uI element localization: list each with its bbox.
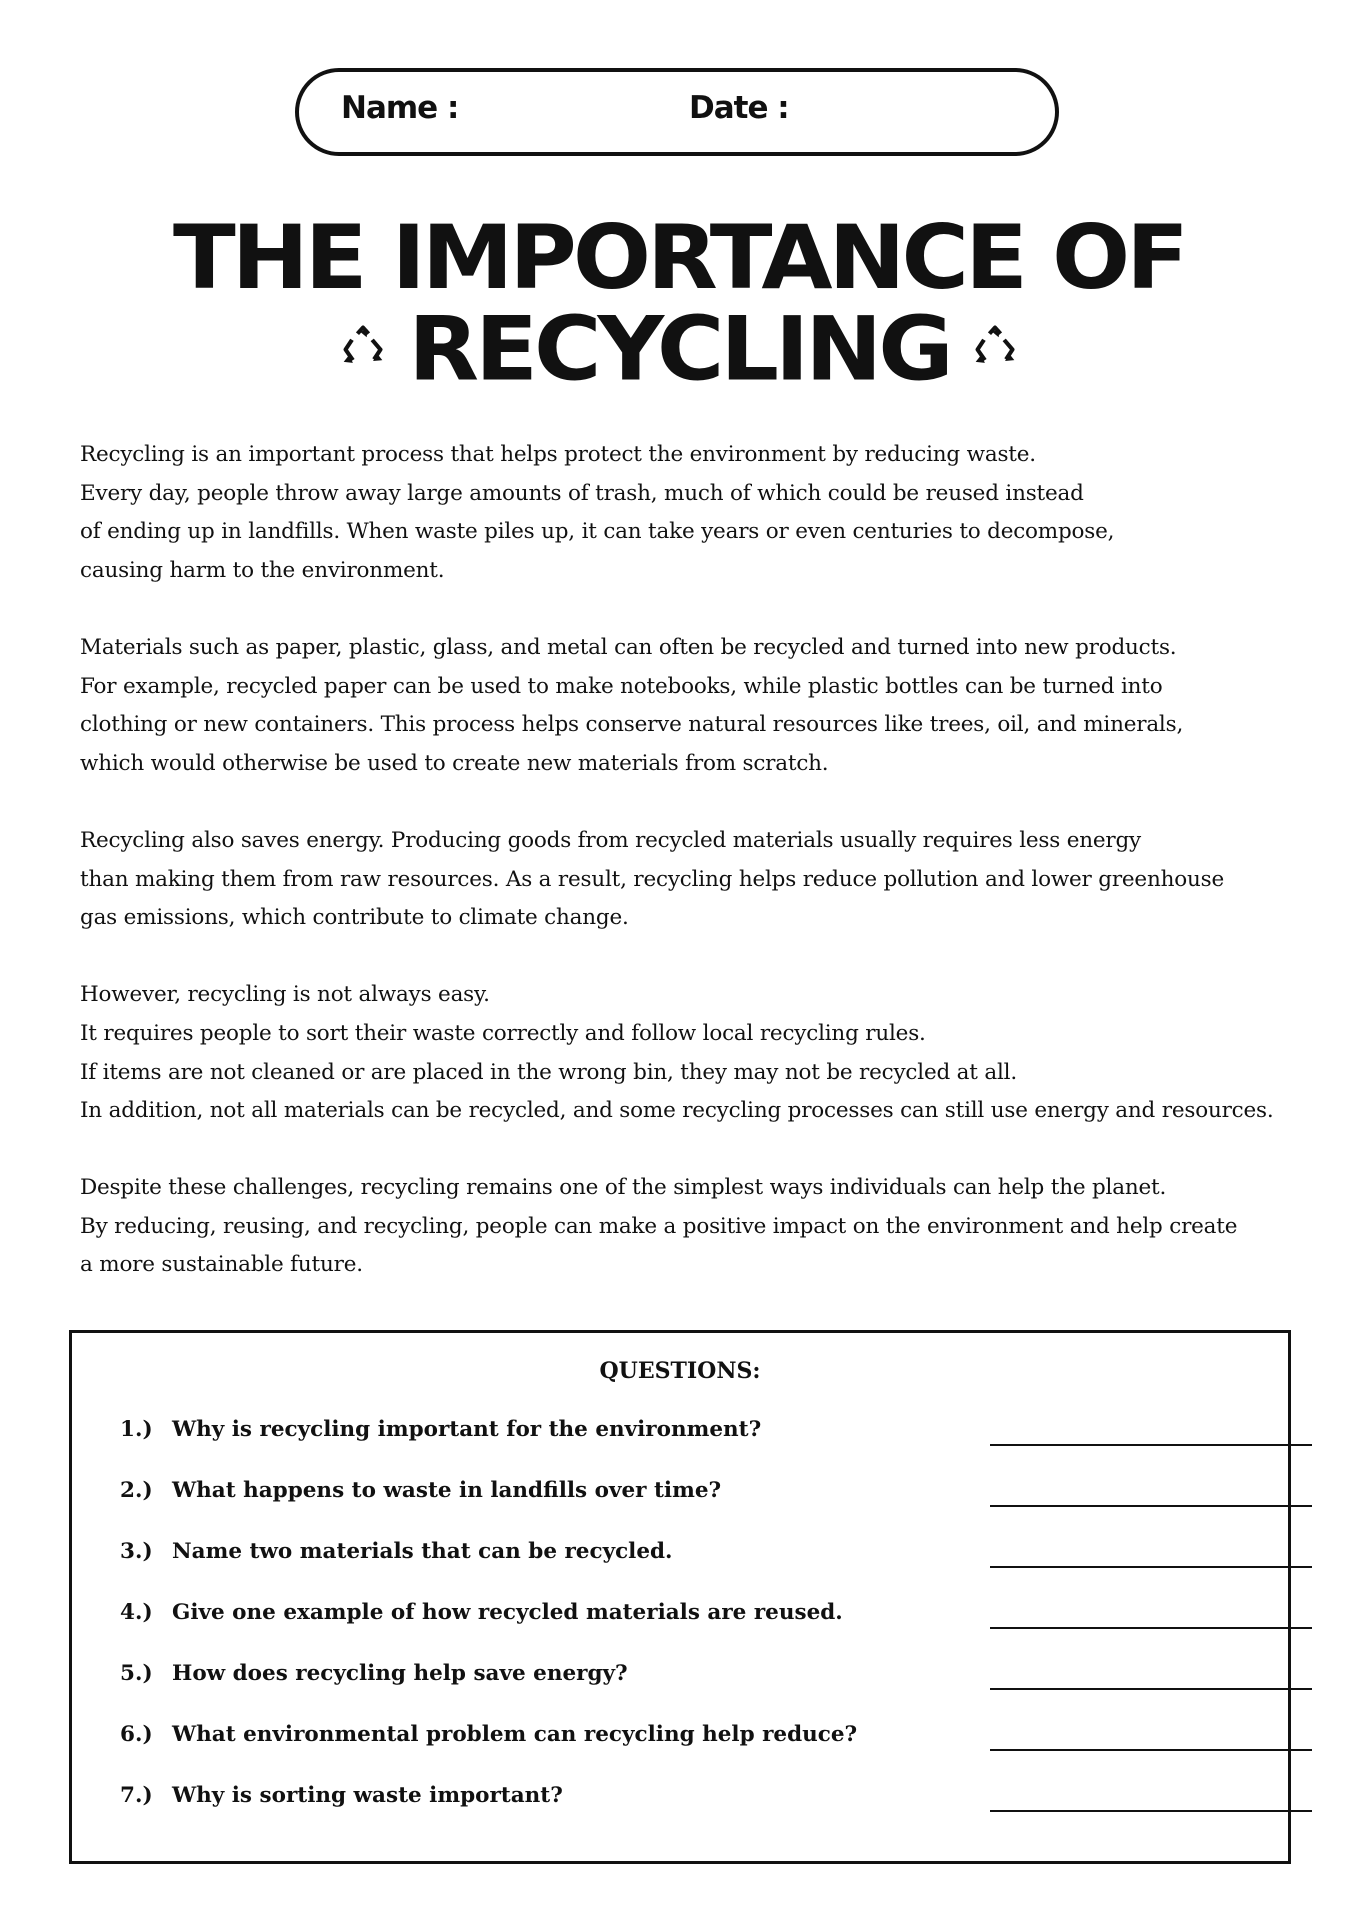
- text-line: For example, recycled paper can be used to make notebooks, while plastic bottles can be turned into: [80, 673, 1163, 699]
- answer-line[interactable]: [990, 1810, 1312, 1812]
- question-number: 3.): [120, 1539, 153, 1564]
- answer-line[interactable]: [990, 1688, 1312, 1690]
- text-line: causing harm to the environment.: [80, 557, 445, 583]
- answer-line[interactable]: [990, 1749, 1312, 1751]
- recycle-icon: [340, 324, 386, 368]
- questions-list: [120, 1417, 1270, 1844]
- text-line: It requires people to sort their waste correctly and follow local recycling rules.: [80, 1020, 926, 1046]
- name-label: Name :: [341, 90, 459, 126]
- paragraph: [80, 976, 1340, 1130]
- question-number: 5.): [120, 1661, 153, 1686]
- recycle-icon: [972, 324, 1018, 368]
- question-number: 4.): [120, 1600, 153, 1625]
- answer-line[interactable]: [990, 1505, 1312, 1507]
- answer-line[interactable]: [990, 1566, 1312, 1568]
- question-item: [120, 1600, 1270, 1661]
- question-item: [120, 1722, 1270, 1783]
- question-item: [120, 1661, 1270, 1722]
- question-item: [120, 1478, 1270, 1539]
- question-number: 1.): [120, 1417, 153, 1442]
- title-line-2: [0, 297, 1358, 401]
- name-date-box: [295, 68, 1059, 156]
- text-line: If items are not cleaned or are placed in the wrong bin, they may not be recycled at all.: [80, 1059, 1017, 1085]
- question-text: Why is sorting waste important?: [172, 1783, 563, 1808]
- text-line: a more sustainable future.: [80, 1252, 363, 1278]
- paragraph: [80, 436, 1340, 590]
- title-word-recycling: RECYCLING: [408, 297, 950, 401]
- question-text: What environmental problem can recycling help reduce?: [172, 1722, 858, 1747]
- text-line: However, recycling is not always easy.: [80, 982, 490, 1008]
- paragraph: [80, 629, 1340, 783]
- question-text: Give one example of how recycled materials are reused.: [172, 1600, 843, 1625]
- title-line-1: THE IMPORTANCE OF: [172, 206, 1185, 309]
- text-line: Recycling is an important process that helps protect the environment by reducing waste.: [80, 442, 1036, 467]
- date-label: Date :: [689, 90, 789, 126]
- questions-box: [69, 1330, 1291, 1864]
- text-line: than making them from raw resources. As a result, recycling helps reduce pollution and lower greenhouse: [80, 866, 1225, 892]
- question-text: What happens to waste in landfills over time?: [172, 1478, 722, 1503]
- text-line: clothing or new containers. This process helps conserve natural resources like trees, oil, and minerals,: [80, 712, 1184, 738]
- questions-heading: QUESTIONS:: [599, 1358, 761, 1384]
- text-line: Materials such as paper, plastic, glass, and metal can often be recycled and turned into new products.: [80, 634, 1177, 660]
- paragraph: [80, 822, 1340, 938]
- question-number: 7.): [120, 1783, 153, 1808]
- text-line: which would otherwise be used to create new materials from scratch.: [80, 750, 829, 776]
- question-text: Name two materials that can be recycled.: [172, 1539, 673, 1564]
- question-item: [120, 1417, 1270, 1478]
- paragraph: [80, 1169, 1340, 1285]
- text-line: In addition, not all materials can be recycled, and some recycling processes can still use energy and resources.: [80, 1098, 1274, 1124]
- text-line: By reducing, reusing, and recycling, people can make a positive impact on the environment and help create: [80, 1213, 1238, 1239]
- answer-line[interactable]: [990, 1444, 1312, 1446]
- text-line: Every day, people throw away large amounts of trash, much of which could be reused instead: [80, 480, 1084, 506]
- text-line: of ending up in landfills. When waste piles up, it can take years or even centuries to decompose,: [80, 519, 1115, 545]
- question-item: [120, 1539, 1270, 1600]
- question-text: How does recycling help save energy?: [172, 1661, 628, 1686]
- text-line: Recycling also saves energy. Producing goods from recycled materials usually requires less energy: [80, 827, 1141, 853]
- answer-line[interactable]: [990, 1627, 1312, 1629]
- question-number: 6.): [120, 1722, 153, 1747]
- question-text: Why is recycling important for the environment?: [172, 1417, 762, 1442]
- article-body: [80, 436, 1340, 1324]
- question-number: 2.): [120, 1478, 153, 1503]
- question-item: [120, 1783, 1270, 1844]
- text-line: Despite these challenges, recycling remains one of the simplest ways individuals can help the planet.: [80, 1175, 1167, 1201]
- text-line: gas emissions, which contribute to climate change.: [80, 905, 629, 931]
